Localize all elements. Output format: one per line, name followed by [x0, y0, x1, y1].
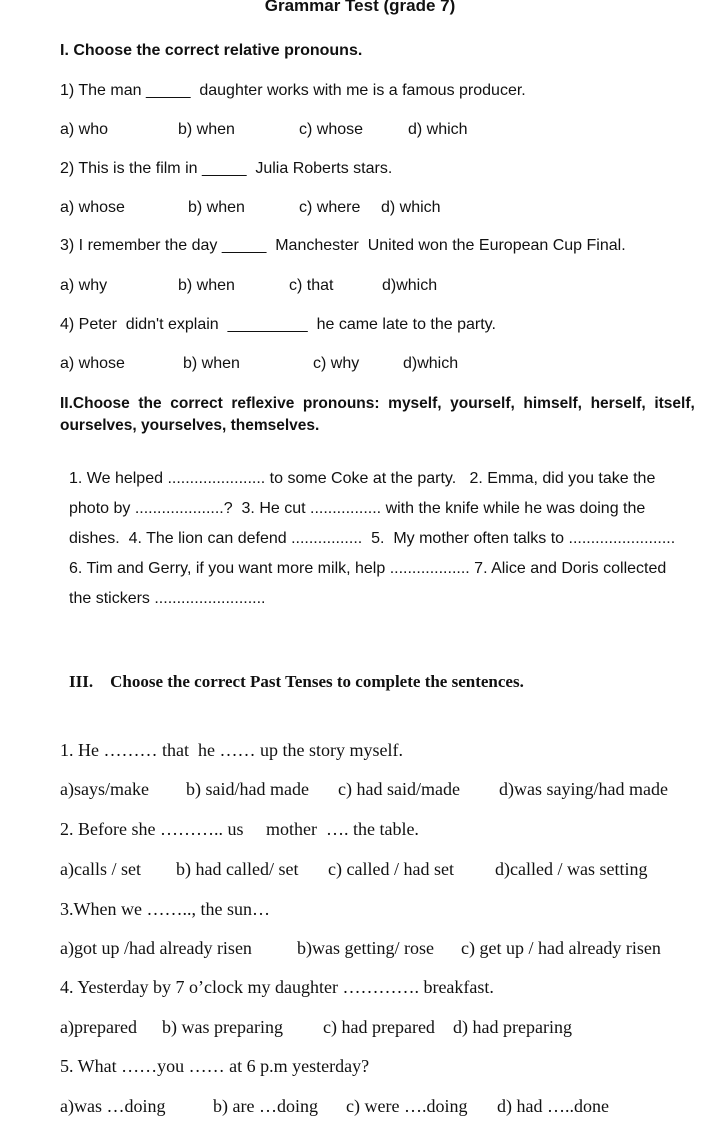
s1-q3-option-c: c) that: [289, 277, 334, 294]
s3-question-5: 5. What ……you …… at 6 p.m yesterday?: [60, 1056, 370, 1076]
s3-q4-option-b: b) was preparing: [162, 1017, 283, 1037]
s1-question-2: 2) This is the film in _____ Julia Roberts stars.: [60, 160, 393, 177]
s3-q5-option-c: c) were ….doing: [346, 1096, 468, 1116]
s3-q1-option-b: b) said/had made: [186, 779, 309, 799]
s1-q3-option-d: d)which: [382, 277, 438, 294]
s3-question-1: 1. He ……… that he …… up the story myself.: [60, 740, 403, 760]
s2-paragraph-line-1: 1. We helped ...................... to some Coke at the party. 2. Emma, did you take the: [69, 470, 656, 487]
s3-q2-option-b: b) had called/ set: [176, 859, 299, 879]
section-1-heading: I. Choose the correct relative pronouns.: [60, 42, 363, 59]
s3-q1-option-a: a)says/make: [60, 779, 149, 799]
s3-q1-option-d: d)was saying/had made: [499, 779, 668, 799]
section-2-heading-line-2: ourselves, yourselves, themselves.: [60, 417, 320, 434]
s1-question-1: 1) The man _____ daughter works with me is a famous producer.: [60, 82, 526, 99]
s2-paragraph-line-4: 6. Tim and Gerry, if you want more milk, help .................. 7. Alice and Doris collected: [69, 560, 667, 577]
s1-q4-option-c: c) why: [313, 355, 360, 372]
s1-q2-option-a: a) whose: [60, 199, 125, 216]
s2-paragraph-line-5: the stickers .........................: [69, 590, 266, 607]
s2-paragraph-line-2: photo by ....................? 3. He cut ................ with the knife while he was doing the: [69, 500, 646, 517]
s3-q2-option-d: d)called / was setting: [495, 859, 648, 879]
s1-question-4: 4) Peter didn't explain _________ he came late to the party.: [60, 316, 496, 333]
s1-q2-option-b: b) when: [188, 199, 245, 216]
s1-q1-option-d: d) which: [408, 121, 468, 138]
s1-q2-option-d: d) which: [381, 199, 441, 216]
s1-q4-option-b: b) when: [183, 355, 240, 372]
s1-q4-option-d: d)which: [403, 355, 459, 372]
s3-q2-option-a: a)calls / set: [60, 859, 141, 879]
s3-q1-option-c: c) had said/made: [338, 779, 460, 799]
s3-q4-option-a: a)prepared: [60, 1017, 137, 1037]
s3-q3-option-c: c) get up / had already risen: [461, 938, 661, 958]
page-title: Grammar Test (grade 7): [264, 0, 456, 15]
s3-question-2: 2. Before she ……….. us mother …. the table.: [60, 819, 419, 839]
s1-q1-option-c: c) whose: [299, 121, 364, 138]
s3-question-4: 4. Yesterday by 7 o’clock my daughter …………. breakfast.: [60, 977, 494, 997]
s3-question-3: 3.When we …….., the sun…: [60, 899, 270, 919]
s1-q2-option-c: c) where: [299, 199, 361, 216]
s2-paragraph-line-3: dishes. 4. The lion can defend ................ 5. My mother often talks to ........................: [69, 530, 676, 547]
section-2-heading-line-1: II.Choose the correct reflexive pronouns: myself, yourself, himself, herself, itself,: [60, 395, 695, 412]
s1-question-3: 3) I remember the day _____ Manchester United won the European Cup Final.: [60, 237, 626, 254]
s3-q5-option-b: b) are …doing: [213, 1096, 318, 1116]
s1-q4-option-a: a) whose: [60, 355, 125, 372]
s3-q5-option-d: d) had …..done: [497, 1096, 609, 1116]
s3-q4-option-d: d) had preparing: [453, 1017, 572, 1037]
s3-q5-option-a: a)was …doing: [60, 1096, 166, 1116]
section-3-heading: III. Choose the correct Past Tenses to complete the sentences.: [69, 672, 524, 691]
s3-q2-option-c: c) called / had set: [328, 859, 454, 879]
s3-q3-option-a: a)got up /had already risen: [60, 938, 252, 958]
s1-q3-option-a: a) why: [60, 277, 108, 294]
s1-q1-option-b: b) when: [178, 121, 235, 138]
s1-q1-option-a: a) who: [60, 121, 109, 138]
s3-q3-option-b: b)was getting/ rose: [297, 938, 434, 958]
s1-q3-option-b: b) when: [178, 277, 235, 294]
s3-q4-option-c: c) had prepared: [323, 1017, 435, 1037]
